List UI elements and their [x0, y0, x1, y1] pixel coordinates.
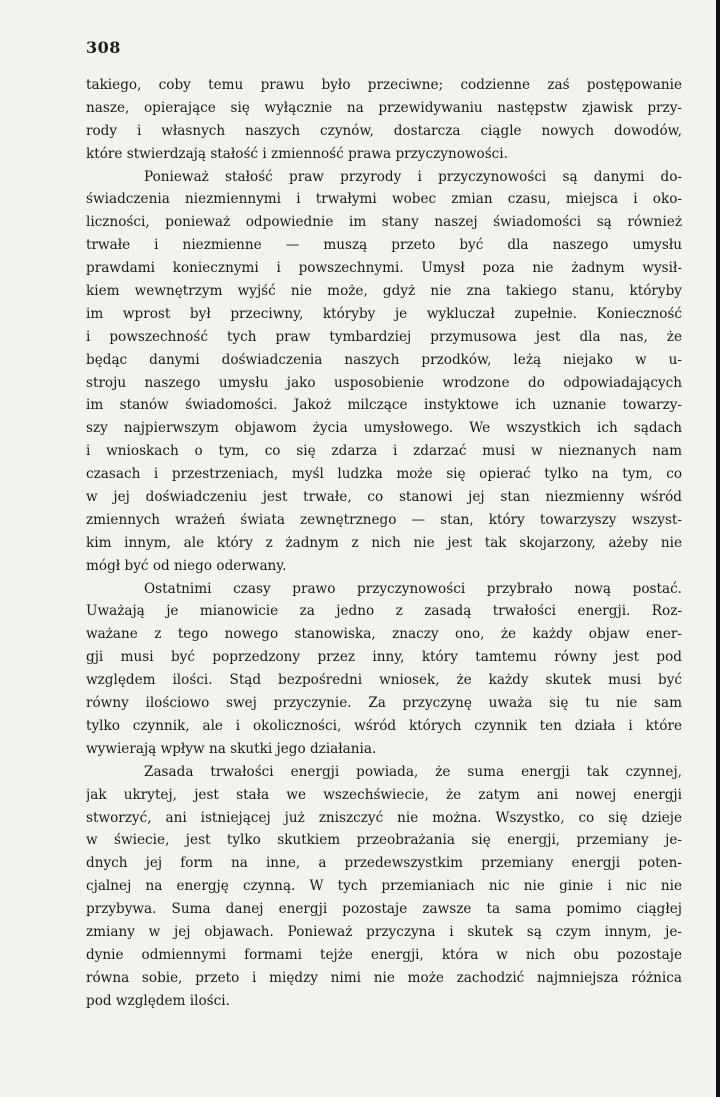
text-line: równa sobie, przeto i między nimi nie może zachodzić najmniejsza różnica	[86, 969, 682, 986]
text-line: ważane z tego nowego stanowiska, znaczy ono, że każdy objaw ener-	[86, 626, 682, 643]
page-edge-shadow	[716, 0, 720, 1097]
page-number: 308	[86, 38, 121, 57]
paragraph-start-line: Ponieważ stałość praw przyrody i przyczynowości są danymi do-	[144, 168, 682, 185]
text-line: pod względem ilości.	[86, 992, 230, 1009]
text-line: dnych jej form na inne, a przedewszystkim przemiany energji poten-	[86, 855, 682, 872]
text-line: kiem wewnętrzym wyjść nie może, gdyż nie zna takiego stanu, któryby	[86, 283, 682, 300]
text-line: tylko czynnik, ale i okoliczności, wśród których czynnik ten działa i które	[86, 717, 682, 734]
text-line: czasach i przestrzeniach, myśl ludzka może się opierać tylko na tym, co	[86, 466, 682, 483]
text-line: szy najpierwszym objawom życia umysłowego. We wszystkich ich sądach	[86, 420, 682, 437]
text-line: nasze, opierające się wyłącznie na przewidywaniu następstw zjawisk przy-	[86, 99, 682, 116]
paragraph-start-line: Ostatnimi czasy prawo przyczynowości przybrało nową postać.	[144, 580, 682, 597]
body-text	[86, 74, 682, 1013]
text-line: im wprost był przeciwny, któryby je wykluczał zupełnie. Konieczność	[86, 305, 682, 322]
text-line: zmiany w jej objawach. Ponieważ przyczyna i skutek są czym innym, je-	[86, 923, 682, 940]
text-line: dynie odmiennymi formami tejże energji, która w nich obu pozostaje	[86, 946, 682, 963]
text-line: świadczenia niezmiennymi i trwałymi wobec zmian czasu, miejsca i oko-	[86, 191, 682, 208]
text-line: przybywa. Suma danej energji pozostaje zawsze ta sama pomimo ciągłej	[86, 901, 682, 918]
text-line: wywierają wpływ na skutki jego działania.	[86, 740, 377, 757]
text-line: i wnioskach o tym, co się zdarza i zdarzać musi w nieznanych nam	[86, 443, 682, 460]
text-line: stworzyć, ani istniejącej już zniszczyć nie można. Wszystko, co się dzieje	[86, 809, 682, 826]
text-line: takiego, coby temu prawu było przeciwne; codzienne zaś postępowanie	[86, 77, 682, 93]
paragraph-start-line: Zasada trwałości energji powiada, że suma energji tak czynnej,	[144, 763, 682, 780]
text-line: trwałe i niezmienne — muszą przeto być dla naszego umysłu	[86, 237, 682, 254]
text-line: Uważają je mianowicie za jedno z zasadą trwałości energji. Roz-	[86, 603, 682, 620]
text-line: które stwierdzają stałość i zmienność prawa przyczynowości.	[86, 145, 508, 162]
text-line: zmiennych wrażeń świata zewnętrznego — stan, który towarzyszy wszyst-	[86, 511, 682, 528]
text-line: mógł być od niego oderwany.	[86, 557, 287, 574]
text-line: równy ilościowo swej przyczynie. Za przyczynę uważa się tu nie sam	[86, 695, 682, 712]
text-line: im stanów świadomości. Jakoż milczące instyktowe ich uznanie towarzy-	[86, 397, 682, 414]
text-line: i powszechność tych praw tymbardziej przymusowa jest dla nas, że	[86, 328, 682, 345]
text-line: stroju naszego umysłu jako usposobienie wrodzone do odpowiadających	[86, 374, 682, 391]
text-line: jak ukrytej, jest stała we wszechświecie, że zatym ani nowej energji	[86, 786, 682, 803]
text-line: będąc danymi doświadczenia naszych przodków, leżą niejako w u-	[86, 351, 682, 368]
text-line: gji musi być poprzedzony przez inny, który tamtemu równy jest pod	[86, 649, 682, 666]
text-line: prawdami koniecznymi i powszechnymi. Umysł poza nie żadnym wysił-	[86, 260, 682, 277]
text-line: w jej doświadczeniu jest trwałe, co stanowi jej stan niezmienny wśród	[86, 489, 682, 506]
text-line: w świecie, jest tylko skutkiem przeobrażania się energji, przemiany je-	[86, 832, 682, 849]
text-line: cjalnej na energję czynną. W tych przemianiach nic nie ginie i nic nie	[86, 878, 682, 895]
text-line: kim innym, ale który z żadnym z nich nie jest tak skojarzony, ażeby nie	[86, 534, 682, 551]
text-line: rody i własnych naszych czynów, dostarcza ciągle nowych dowodów,	[86, 122, 682, 139]
text-line: względem ilości. Stąd bezpośredni wniosek, że każdy skutek musi być	[86, 672, 682, 689]
text-line: liczności, ponieważ odpowiednie im stany naszej świadomości są również	[86, 214, 682, 231]
